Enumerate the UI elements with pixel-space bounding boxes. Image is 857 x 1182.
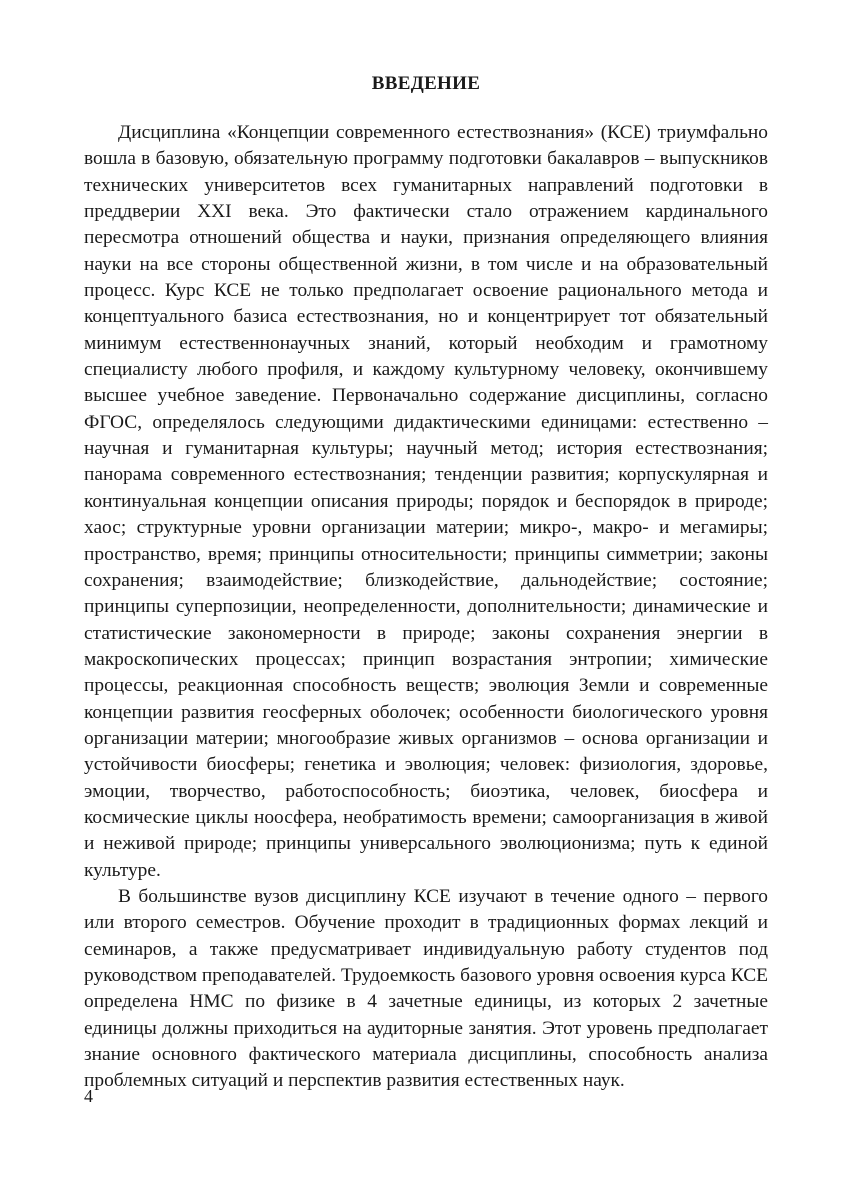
paragraph-1: Дисциплина «Концепции современного естествознания» (КСЕ) триумфально вошла в базовую, обязательную программу подготовки бакалавров – выпускников технических университетов всех гуманитарных направлений подготовки в преддверии XXI века. Это фактически стало отражением кардинального пересмотра отношений общества и науки, признания определяющего влияния науки на все стороны общественной жизни, в том числе и на образовательный процесс. Курс КСЕ не только предполагает освоение рационального метода и концептуального базиса естествознания, но и концентрирует тот обязательный минимум естественнонаучных знаний, который необходим и грамотному специалисту любого профиля, и каждому культурному человеку, окончившему высшее учебное заведение. Первоначально содержание дисциплины, согласно ФГОС, определялось следующими дидактическими единицами: естественно – научная и гуманитарная культуры; научный метод; история естествознания; панорама современного естествознания; тенденции развития; корпускулярная и континуальная концепции описания природы; порядок и беспорядок в природе; хаос; структурные уровни организации материи; микро-, макро- и мегамиры; пространство, время; принципы относительности; принципы симметрии; законы сохранения; взаимодействие; близкодействие, дальнодействие; состояние; принципы суперпозиции, неопределенности, дополнительности; динамические и статистические закономерности в природе; законы сохранения энергии в макроскопических процессах; принцип возрастания энтропии; химические процессы, реакционная способность веществ; эволюция Земли и современные концепции развития геосферных оболочек; особенности биологического уровня организации материи; многообразие живых организмов – основа организации и устойчивости биосферы; генетика и эволюция; человек: физиология, здоровье, эмоции, творчество, работоспособность; биоэтика, человек, биосфера и космические циклы ноосфера, необратимость времени; самоорганизация в живой и неживой природе; принципы универсального эволюционизма; путь к единой культуре. [84, 122, 768, 881]
page-content [84, 70, 768, 1095]
section-title: ВВЕДЕНИЕ [371, 73, 481, 94]
paragraph-2: В большинстве вузов дисциплину КСЕ изучают в течение одного – первого или второго семестров. Обучение проходит в традиционных формах лекций и семинаров, а также предусматривает индивидуальную работу студентов под руководством преподавателей. Трудоемкость базового уровня освоения курса КСЕ определена НМС по физике в 4 зачетные единицы, из которых 2 зачетные единицы должны приходиться на аудиторные занятия. Этот уровень предполагает знание основного фактического материала дисциплины, способность анализа проблемных ситуаций и перспектив развития естественных наук. [84, 885, 768, 1092]
page-number: 4 [84, 1086, 93, 1106]
